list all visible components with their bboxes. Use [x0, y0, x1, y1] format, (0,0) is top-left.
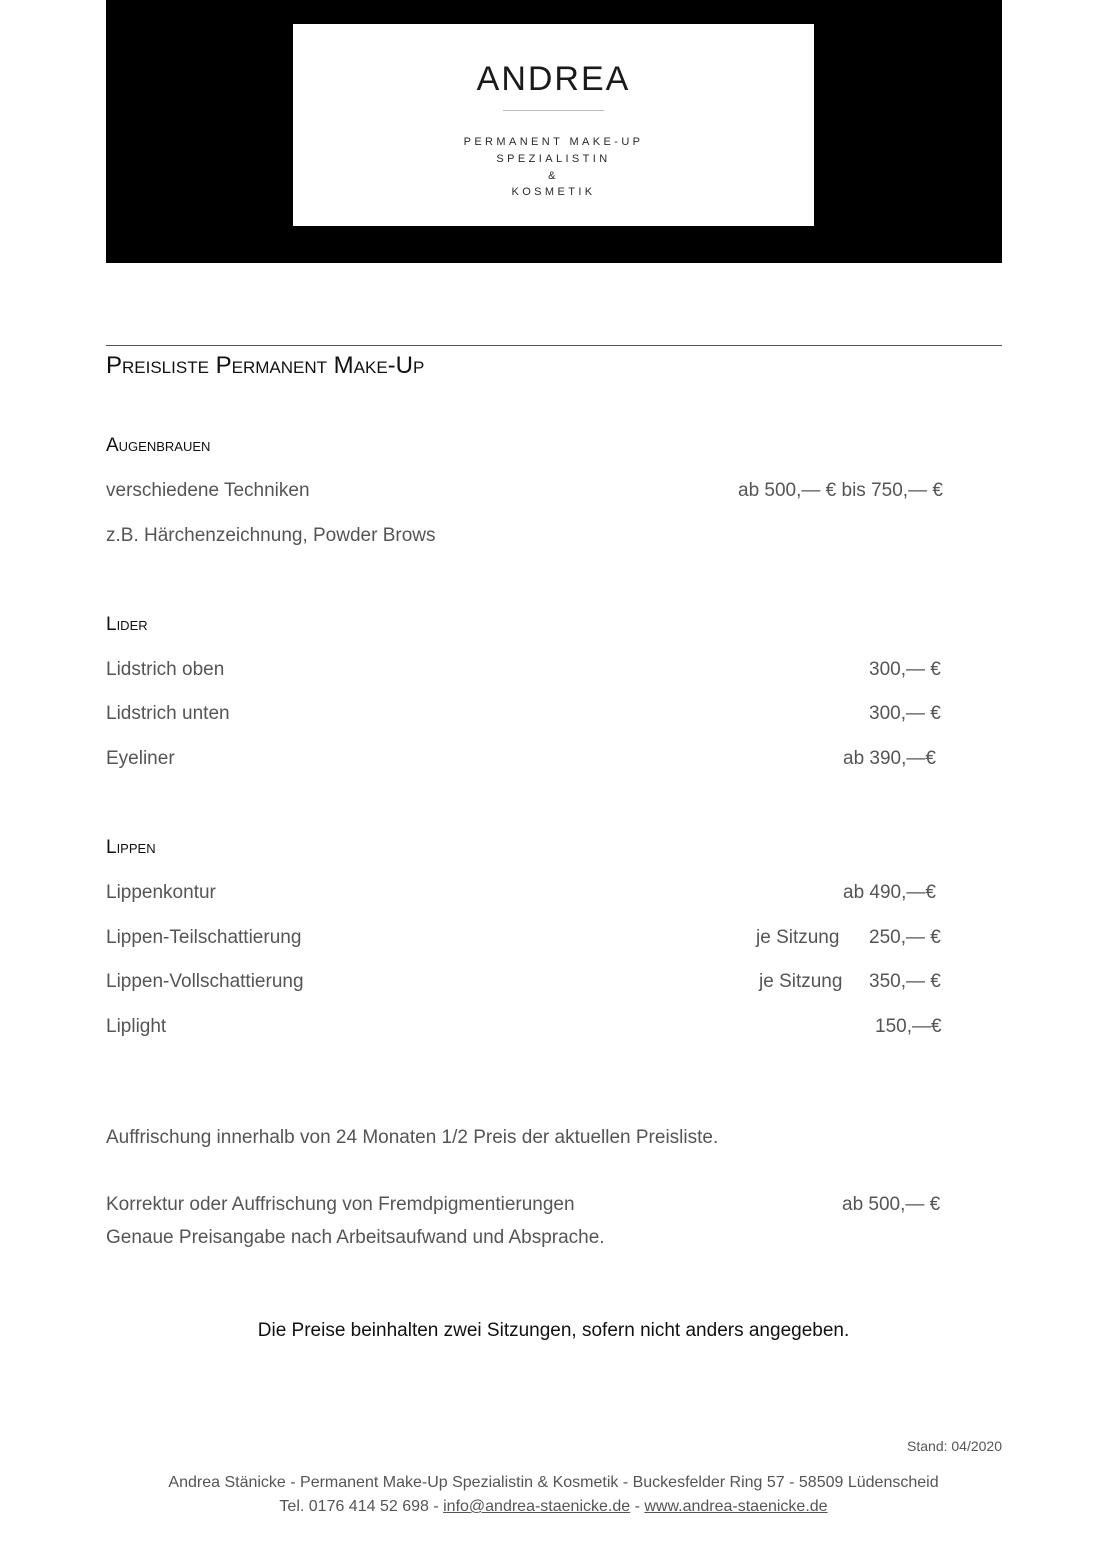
logo-divider	[503, 110, 604, 111]
logo	[293, 24, 814, 226]
price-liplight: 150,—€	[875, 1016, 942, 1037]
footer-separator: -	[630, 1498, 645, 1515]
price-lippen-vollschattierung: 350,— €	[869, 971, 941, 992]
item-lippen-vollschattierung: Lippen-Vollschattierung	[106, 971, 304, 992]
note-lippen-vollschattierung: je Sitzung	[759, 971, 843, 992]
footer-website-link[interactable]: www.andrea-staenicke.de	[644, 1498, 828, 1515]
item-techniken-beispiele: z.B. Härchenzeichnung, Powder Brows	[106, 525, 436, 546]
item-liplight: Liplight	[106, 1016, 167, 1037]
page-title: Preisliste Permanent Make-Up	[106, 352, 425, 379]
title-divider	[106, 345, 1002, 346]
section-heading-lippen: Lippen	[106, 837, 156, 858]
price-lidstrich-unten: 300,— €	[869, 703, 941, 724]
price-lippen-teilschattierung: 250,— €	[869, 927, 941, 948]
logo-name: ANDREA	[476, 60, 631, 98]
price-lidstrich-oben: 300,— €	[869, 659, 941, 680]
item-lidstrich-oben: Lidstrich oben	[106, 659, 225, 680]
logo-subtitle-line1: PERMANENT MAKE-UP	[463, 136, 644, 148]
price-korrektur: ab 500,— €	[842, 1194, 941, 1215]
footer-contact	[0, 1498, 1107, 1516]
logo-subtitle-line3: &	[548, 170, 559, 182]
note-korrektur-detail: Genaue Preisangabe nach Arbeitsaufwand und Absprache.	[106, 1227, 605, 1248]
disclaimer: Die Preise beinhalten zwei Sitzungen, sofern nicht anders angegeben.	[257, 1320, 850, 1341]
item-verschiedene-techniken: verschiedene Techniken	[106, 480, 310, 501]
price-eyeliner: ab 390,—€	[843, 748, 936, 769]
section-heading-lider: Lider	[106, 614, 148, 635]
item-lidstrich-unten: Lidstrich unten	[106, 703, 230, 724]
stand-date: Stand: 04/2020	[907, 1438, 1002, 1454]
footer-email-link[interactable]: info@andrea-staenicke.de	[443, 1498, 631, 1515]
note-lippen-teilschattierung: je Sitzung	[756, 927, 840, 948]
price-lippenkontur: ab 490,—€	[843, 882, 936, 903]
item-eyeliner: Eyeliner	[106, 748, 175, 769]
item-lippen-teilschattierung: Lippen-Teilschattierung	[106, 927, 302, 948]
note-korrektur: Korrektur oder Auffrischung von Fremdpigmentierungen	[106, 1194, 575, 1215]
item-lippenkontur: Lippenkontur	[106, 882, 216, 903]
logo-subtitle-line2: SPEZIALISTIN	[496, 153, 611, 165]
section-heading-augenbrauen: Augenbrauen	[106, 435, 211, 456]
logo-subtitle-line4: KOSMETIK	[511, 186, 596, 198]
header-banner	[106, 0, 1002, 263]
footer-address: Andrea Stänicke - Permanent Make-Up Spezialistin & Kosmetik - Buckesfelder Ring 57 - 58509 Lüdenscheid	[168, 1474, 939, 1491]
note-auffrischung: Auffrischung innerhalb von 24 Monaten 1/2 Preis der aktuellen Preisliste.	[106, 1127, 719, 1148]
price-verschiedene-techniken: ab 500,— € bis 750,— €	[738, 480, 943, 501]
footer-tel: Tel. 0176 414 52 698 -	[279, 1498, 444, 1515]
